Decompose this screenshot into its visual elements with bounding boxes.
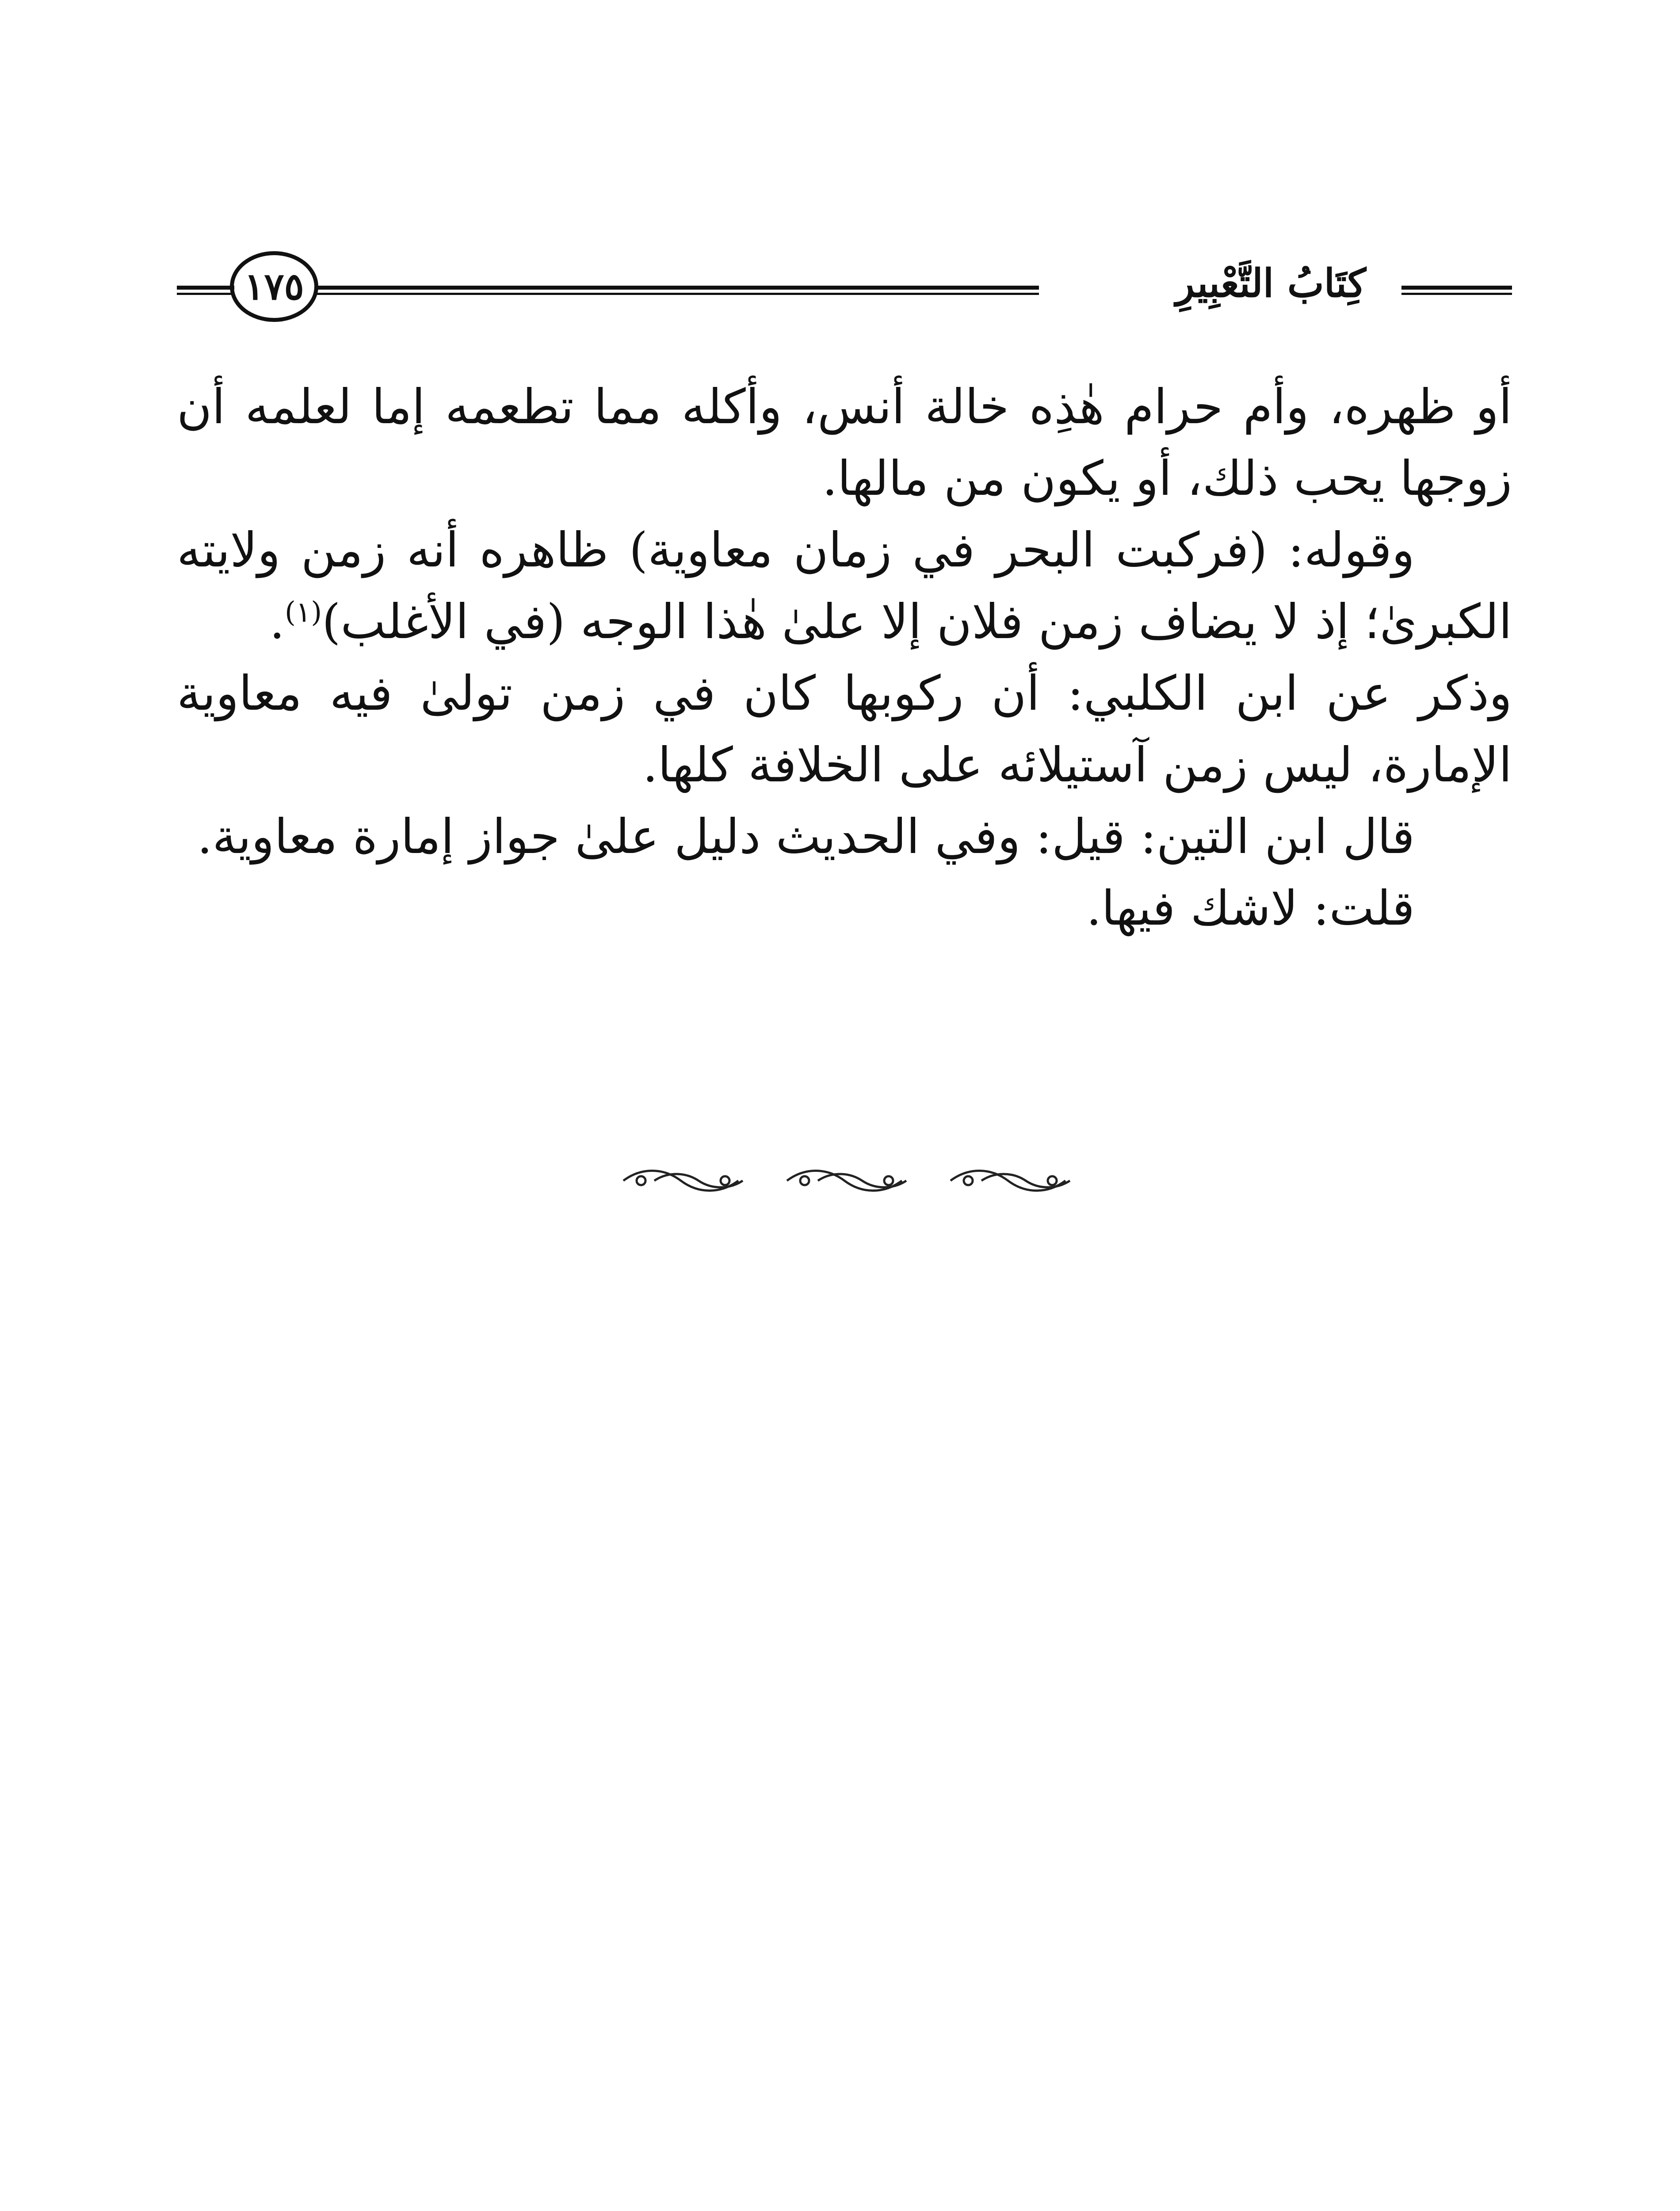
paragraph-4: قال ابن التين: قيل: وفي الحديث دليل علىٰ جواز إمارة معاوية. (197, 809, 1415, 865)
ornament-unit-1 (623, 1171, 743, 1191)
ornament-unit-2 (787, 1171, 906, 1191)
body-text (177, 371, 1512, 945)
header-rule-middle (314, 286, 1039, 295)
paragraph-5: قلت: لاشك فيها. (1086, 881, 1415, 936)
paragraph-1: أو ظهره، وأم حرام هٰذِه خالة أنس، وأكله مما تطعمه إما لعلمه أن زوجها يحب ذلك، أو يكون من مالها. (177, 379, 1512, 506)
paragraph-2-text: وقوله: (فركبت البحر في زمان معاوية) ظاهره أنه زمن ولايته الكبرىٰ؛ إذ لا يضاف زمن فلان إلا علىٰ هٰذا الوجه (في الأغلب) (177, 523, 1512, 650)
header-title: كِتَابُ التَّعْبِيرِ (1176, 260, 1366, 306)
section-end-ornament (615, 1163, 1083, 1198)
header-rule-left (177, 286, 234, 295)
header-rule-right (1401, 286, 1512, 295)
ornament-unit-3 (951, 1171, 1070, 1191)
paragraph-2 (177, 515, 1512, 658)
page-number-badge (230, 251, 318, 322)
paragraph-2-end: . (269, 594, 285, 650)
running-header (177, 248, 1512, 332)
footnote-reference: (١) (284, 596, 322, 629)
page-number: ١٧٥ (244, 264, 304, 308)
paragraph-3: وذكر عن ابن الكلبي: أن ركوبها كان في زمن تولىٰ فيه معاوية الإمارة، ليس زمن آستيلائه على الخلافة كلها. (177, 666, 1512, 793)
